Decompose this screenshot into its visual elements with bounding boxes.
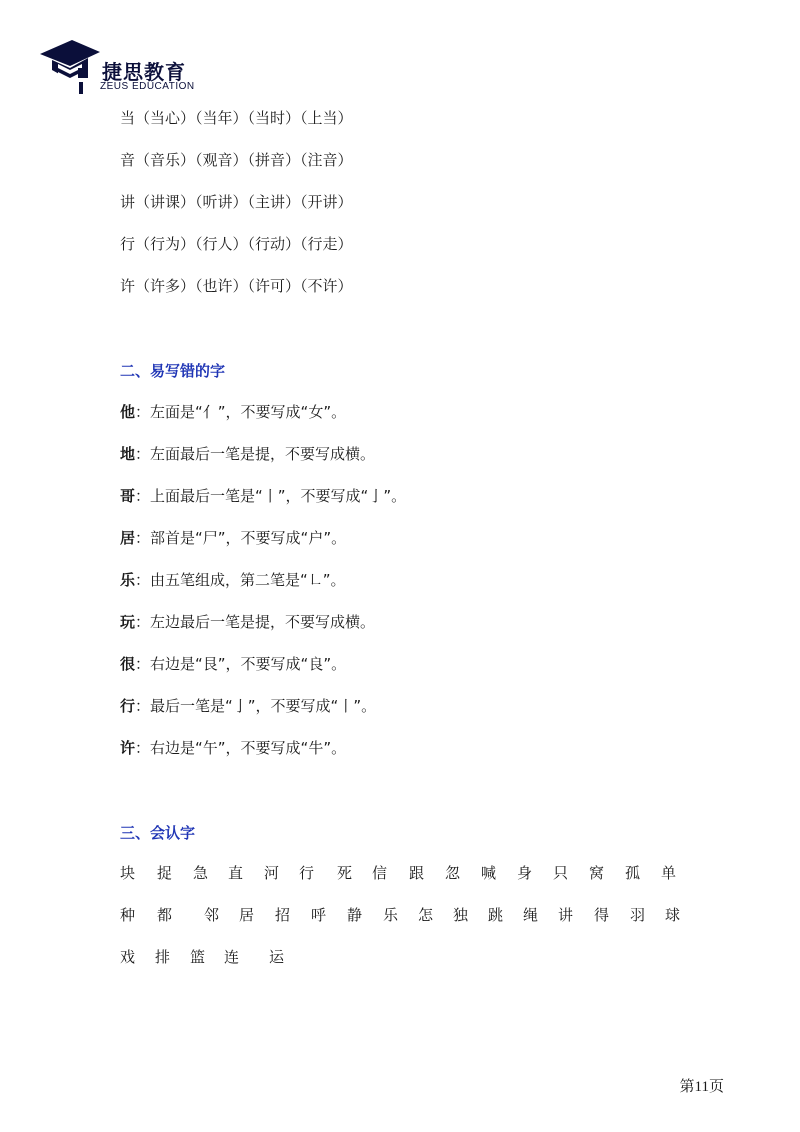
error-item <box>120 444 375 464</box>
character: 只 <box>553 864 569 882</box>
character: 戏 <box>120 948 136 966</box>
character: 乐 <box>383 906 399 924</box>
character: 呼 <box>311 906 327 924</box>
error-item <box>120 402 346 422</box>
character: 得 <box>594 906 610 924</box>
character: 独 <box>453 906 469 924</box>
brand-name: 捷思教育 <box>102 60 186 84</box>
character: 居 <box>239 906 255 924</box>
error-char: 玩 <box>120 613 136 631</box>
error-note: ：最后一笔是“亅”，不要写成“丨”。 <box>135 697 377 715</box>
error-item <box>120 486 406 506</box>
error-note: ：上面最后一笔是“丨”，不要写成“亅”。 <box>135 487 407 505</box>
error-item <box>120 654 346 674</box>
error-note: ：部首是“尸”，不要写成“户”。 <box>135 529 347 547</box>
character-row <box>120 862 720 884</box>
character: 直 <box>228 864 244 882</box>
brand-name-english: ZEUS EDUCATION <box>100 81 195 92</box>
error-note: ：右边是“艮”，不要写成“良”。 <box>135 655 347 673</box>
character: 运 <box>269 948 285 966</box>
character: 单 <box>661 864 677 882</box>
character: 身 <box>517 864 533 882</box>
character: 讲 <box>558 906 574 924</box>
word-group-line: 许（许多）（也许）（许可）（不许） <box>120 277 353 295</box>
character: 跟 <box>409 864 425 882</box>
character: 羽 <box>630 906 646 924</box>
character: 跳 <box>488 906 504 924</box>
error-char: 哥 <box>120 487 136 505</box>
character: 球 <box>665 906 681 924</box>
section-heading-recognize: 三、会认字 <box>120 824 196 842</box>
error-char: 地 <box>120 445 136 463</box>
word-group-line: 讲（讲课）（听讲）（主讲）（开讲） <box>120 193 353 211</box>
character: 行 <box>299 864 315 882</box>
character: 信 <box>372 864 388 882</box>
character: 忽 <box>445 864 461 882</box>
error-char: 乐 <box>120 571 136 589</box>
character: 喊 <box>481 864 497 882</box>
error-char: 行 <box>120 697 136 715</box>
error-item <box>120 528 346 548</box>
error-item <box>120 570 346 590</box>
error-note: ：由五笔组成，第二笔是“㇗”。 <box>135 571 346 589</box>
character: 怎 <box>418 906 434 924</box>
character: 连 <box>224 948 240 966</box>
character-row <box>120 904 720 926</box>
character: 捉 <box>157 864 173 882</box>
error-note: ：右边是“午”，不要写成“牛”。 <box>135 739 347 757</box>
graduation-cap-icon <box>38 38 102 98</box>
error-char: 居 <box>120 529 136 547</box>
character: 死 <box>337 864 353 882</box>
page-number: 第11页 <box>679 1079 724 1095</box>
section-heading-errors: 二、易写错的字 <box>120 362 226 380</box>
character: 急 <box>193 864 209 882</box>
word-group-line: 行（行为）（行人）（行动）（行走） <box>120 235 353 253</box>
character: 绳 <box>523 906 539 924</box>
character: 静 <box>347 906 363 924</box>
character: 孤 <box>625 864 641 882</box>
character-row <box>120 946 720 968</box>
company-logo <box>38 38 208 98</box>
character: 邻 <box>204 906 220 924</box>
error-char: 他 <box>120 403 136 421</box>
error-char: 很 <box>120 655 136 673</box>
error-note: ：左面最后一笔是提，不要写成横。 <box>135 445 376 463</box>
character: 招 <box>275 906 291 924</box>
word-group-line: 当（当心）（当年）（当时）（上当） <box>120 109 353 127</box>
word-group-line: 音（音乐）（观音）（拼音）（注音） <box>120 151 353 169</box>
error-item <box>120 612 375 632</box>
character: 块 <box>120 864 136 882</box>
error-note: ：左边最后一笔是提，不要写成横。 <box>135 613 376 631</box>
error-item <box>120 738 346 758</box>
character: 河 <box>264 864 280 882</box>
error-char: 许 <box>120 739 136 757</box>
character: 篮 <box>190 948 206 966</box>
error-item <box>120 696 376 716</box>
character: 种 <box>120 906 136 924</box>
character: 排 <box>155 948 171 966</box>
error-note: ：左面是“亻”，不要写成“女”。 <box>135 403 347 421</box>
character: 窝 <box>589 864 605 882</box>
character: 都 <box>157 906 173 924</box>
